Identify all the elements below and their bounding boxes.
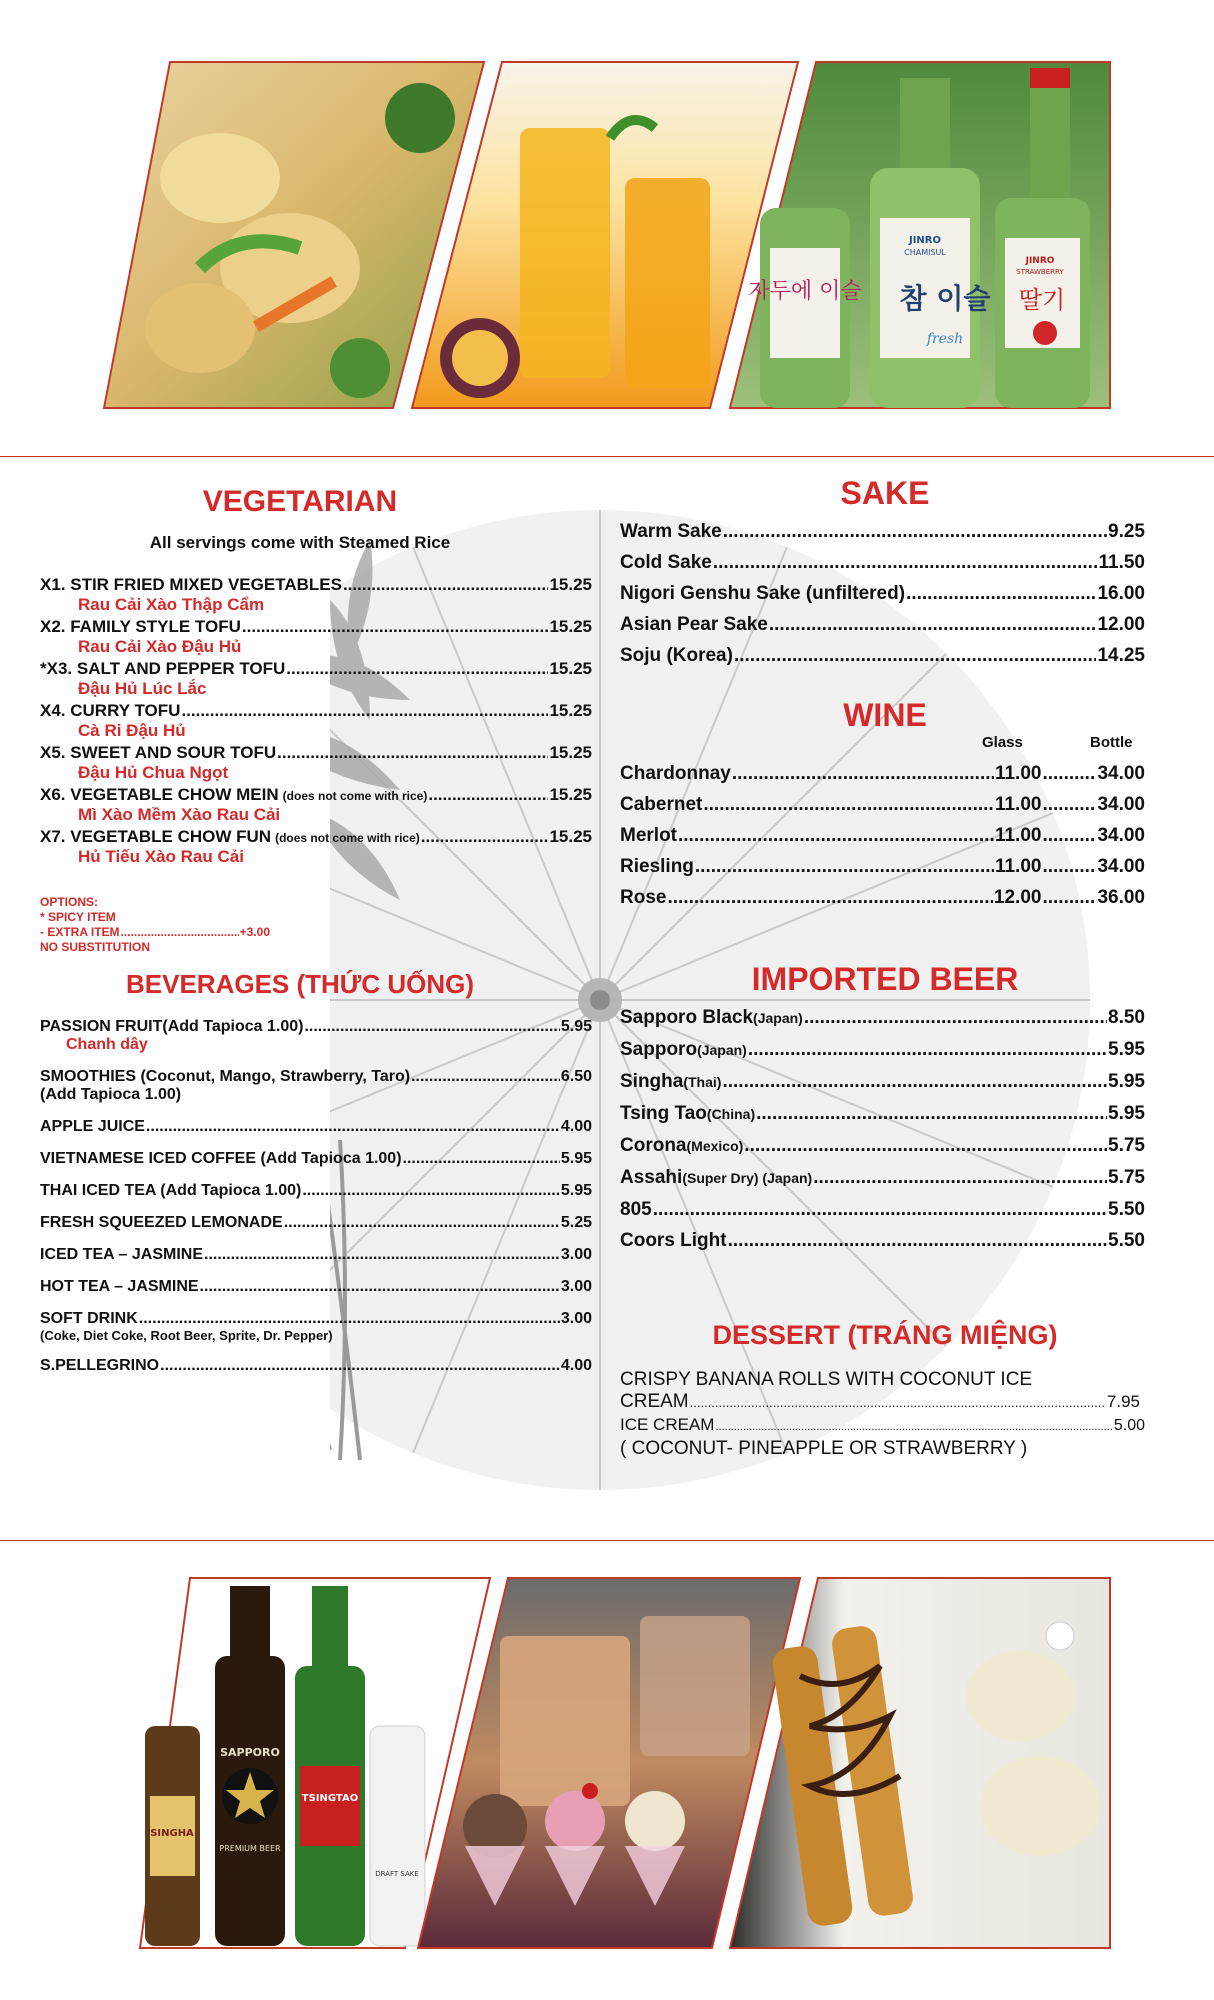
top-photos-svg [0,58,1214,418]
beer-item [620,1034,1145,1066]
beverage-price: 3.00 [560,1278,592,1295]
beer-origin: (Japan) [753,1010,803,1026]
vegetarian-title: VEGETARIAN [202,485,398,518]
chamisul-label: CHAMISUL [904,248,946,257]
top-divider [0,456,1214,457]
beverage-price: 5.95 [560,1018,592,1035]
vegetarian-item [40,785,592,805]
dessert-block [620,1369,1145,1460]
draft-sake-label: DRAFT SAKE [375,1870,419,1878]
beer-price: 5.50 [1108,1199,1145,1220]
beverage-name: ICED TEA – JASMINE [40,1246,203,1263]
dessert-row1 [620,1391,1140,1414]
beverage-price: 5.95 [560,1150,592,1167]
beverage-row [40,1357,592,1375]
wine-title: WINE [843,697,927,733]
beverage-item [40,1150,592,1168]
beer-item [620,1225,1145,1256]
sake-price: 11.50 [1098,552,1145,573]
wine-bottle-price: 34.00 [1097,794,1145,815]
tsingtao-label: TSINGTAO [301,1793,359,1804]
beverage-price: 3.00 [560,1246,592,1263]
dessert-title: DESSERT (TRÁNG MIỆNG) [712,1320,1058,1350]
beverage-extra: (Add Tapioca 1.00) [40,1086,182,1103]
sake-item [620,578,1145,609]
beer-item [620,1002,1145,1034]
beer-origin: (Mexico) [686,1138,744,1154]
vegetarian-item-price: 15.25 [549,617,592,636]
vegetarian-item-price: 15.25 [549,575,592,594]
options-extra-row [40,925,270,940]
vegetarian-item [40,743,592,763]
left-column [40,475,600,1389]
vegetarian-item-price: 15.25 [549,701,592,720]
beer-name: Sapporo Black [620,1007,754,1028]
beverage-item [40,1310,592,1343]
vegetarian-item-name: X5. SWEET AND SOUR TOFU [40,743,277,762]
beverage-item [40,1182,592,1200]
vegetarian-item-price: 15.25 [549,785,592,804]
dessert-line4: ( COCONUT- PINEAPPLE OR STRAWBERRY ) [620,1438,1028,1459]
vegetarian-item-vietnamese: Rau Cải Xào Thập Cẩm [78,595,265,614]
beverage-price: 5.25 [560,1214,592,1231]
vegetarian-item-name: *X3. SALT AND PEPPER TOFU [40,659,286,678]
dessert-price1: 7.95 [1106,1392,1140,1411]
wine-name: Merlot [620,825,677,846]
beverage-price: 5.95 [560,1182,592,1199]
beer-list [620,1002,1145,1256]
wine-bottle-price: 34.00 [1097,825,1145,846]
sake-name: Warm Sake [620,521,722,542]
beverage-price: 6.50 [560,1068,592,1085]
beverage-name: VIETNAMESE ICED COFFEE (Add Tapioca 1.00) [40,1150,402,1167]
soju-label-strawberry-korean: 딸기 [1018,286,1066,314]
wine-bottle-header: Bottle [1090,734,1133,751]
sake-list [620,516,1145,671]
beverage-price: 4.00 [560,1357,592,1374]
wine-glass-price: 11.00 [994,825,1042,846]
beer-price: 5.95 [1108,1103,1145,1124]
options-no-substitution: NO SUBSTITUTION [40,940,150,954]
beverage-price: 3.00 [560,1310,592,1327]
wine-list [620,758,1145,913]
sake-name: Cold Sake [620,552,712,573]
vegetarian-item-note: (does not come with rice) [275,831,420,845]
top-photo-strip [0,58,1214,438]
sapporo-label: SAPPORO [220,1746,280,1759]
beverage-item [40,1018,592,1054]
wine-name: Chardonnay [620,763,731,784]
sake-title: SAKE [840,475,930,511]
wine-column-headers [620,734,1150,752]
sake-price: 9.25 [1108,521,1145,542]
sake-item [620,609,1145,640]
beverage-name: SMOOTHIES (Coconut, Mango, Strawberry, Taro) [40,1068,411,1085]
dessert-line2: CREAM [620,1391,689,1412]
beer-name: Coors Light [620,1230,727,1251]
wine-glass-price: 11.00 [994,856,1042,877]
wine-item [620,882,1145,913]
sake-price: 14.25 [1097,645,1145,666]
options-block [40,895,600,955]
soju-label-fresh-korean: 참 이슬 [899,282,991,315]
bottom-photo-strip [0,1576,1214,1976]
beer-price: 5.95 [1108,1071,1145,1092]
wine-glass-price: 11.00 [994,794,1042,815]
vegetarian-item-vietnamese: Mì Xào Mềm Xào Rau Cải [78,805,281,824]
beer-title: IMPORTED BEER [751,961,1019,997]
beer-origin: (China) [706,1106,756,1122]
sake-price: 12.00 [1097,614,1145,635]
beverage-name: S.PELLEGRINO [40,1357,160,1374]
vegetarian-item [40,827,592,847]
beer-item [620,1194,1145,1225]
beverage-name: THAI ICED TEA (Add Tapioca 1.00) [40,1182,302,1199]
beer-name: Assahi [620,1167,683,1188]
vegetarian-item-name: X2. FAMILY STYLE TOFU [40,617,241,636]
beer-name: Tsing Tao [620,1103,707,1124]
beverages-title: BEVERAGES (THỨC UỐNG) [125,969,475,999]
beverage-row [40,1118,592,1136]
beverage-name: APPLE JUICE [40,1118,145,1135]
wine-item [620,851,1145,882]
beverage-row [40,1182,592,1200]
options-title: OPTIONS: [40,895,99,909]
beer-item [620,1162,1145,1194]
wine-name: Riesling [620,856,694,877]
vegetarian-item-vietnamese: Hủ Tiếu Xào Rau Cải [78,847,244,866]
vegetarian-item-name: X6. VEGETABLE CHOW MEIN [40,785,279,804]
jinro-label-right: JINRO [1025,256,1055,266]
beverage-row [40,1246,592,1264]
wine-item [620,820,1145,851]
vegetarian-item-price: 15.25 [549,827,592,846]
singha-label: SINGHA [150,1828,194,1839]
vegetarian-subtitle: All servings come with Steamed Rice [149,533,451,552]
strawberry-label: STRAWBERRY [1016,268,1064,276]
vegetarian-item-price: 15.25 [549,743,592,762]
right-column [620,475,1150,1460]
vegetarian-item [40,701,592,721]
dessert-price2: 5.00 [1113,1417,1145,1434]
sake-item [620,516,1145,547]
beer-price: 8.50 [1108,1007,1145,1028]
beer-name: Singha [620,1071,684,1092]
beverage-item [40,1278,592,1296]
beverage-row [40,1068,592,1086]
beer-name: Corona [620,1135,687,1156]
bottom-divider [0,1540,1214,1541]
beverage-item [40,1357,592,1375]
beer-price: 5.75 [1108,1167,1145,1188]
wine-name: Cabernet [620,794,703,815]
soju-bottles-photo [730,62,1110,408]
beverage-price: 4.00 [560,1118,592,1135]
options-extra-price: +3.00 [239,925,270,939]
beer-price: 5.95 [1108,1039,1145,1060]
beverage-name: FRESH SQUEEZED LEMONADE [40,1214,283,1231]
wine-glass-header: Glass [982,734,1023,751]
beverage-name: PASSION FRUIT(Add Tapioca 1.00) [40,1018,304,1035]
beverage-row [40,1214,592,1232]
vegetarian-item-vietnamese: Đậu Hủ Chua Ngọt [78,763,229,782]
soju-label-plum: 자두에 이슬 [748,279,862,304]
beer-item [620,1098,1145,1130]
vegetarian-item-name: X1. STIR FRIED MIXED VEGETABLES [40,575,342,594]
beer-price: 5.50 [1108,1230,1145,1251]
beverage-vietnamese: Chanh dây [66,1036,148,1053]
jinro-label-center: JINRO [908,235,942,246]
options-extra-label: - EXTRA ITEM [40,925,120,939]
dessert-line3: ICE CREAM [620,1415,715,1434]
premium-beer-label: PREMIUM BEER [219,1844,281,1853]
sake-name: Nigori Genshu Sake (unfiltered) [620,583,906,604]
sake-name: Asian Pear Sake [620,614,768,635]
beer-item [620,1066,1145,1098]
beverage-name: SOFT DRINK [40,1310,138,1327]
beer-name: Sapporo [620,1039,698,1060]
beer-origin: (Super Dry) (Japan) [682,1170,813,1186]
beverage-row [40,1278,592,1296]
vegetarian-item-vietnamese: Cà Ri Đậu Hủ [78,721,186,740]
beverage-item [40,1068,592,1104]
beer-origin: (Japan) [697,1042,747,1058]
wine-glass-price: 12.00 [993,887,1042,908]
beverage-extra: (Coke, Diet Coke, Root Beer, Sprite, Dr. Pepper) [40,1328,333,1343]
beer-name: 805 [620,1199,652,1220]
vegetarian-item-name: X4. CURRY TOFU [40,701,181,720]
vegetarian-item-price: 15.25 [549,659,592,678]
sake-price: 16.00 [1097,583,1145,604]
vegetarian-item [40,617,592,637]
vegetarian-item-vietnamese: Rau Cải Xào Đậu Hủ [78,637,242,656]
beverage-name: HOT TEA – JASMINE [40,1278,199,1295]
beer-origin: (Thai) [683,1074,722,1090]
beverage-item [40,1246,592,1264]
wine-item [620,789,1145,820]
sake-item [620,640,1145,671]
wine-bottle-price: 34.00 [1097,763,1145,784]
wine-name: Rose [620,887,667,908]
vegetarian-item-note: (does not come with rice) [282,789,428,803]
wine-bottle-price: 34.00 [1097,856,1145,877]
beverages-list [40,1018,592,1375]
wine-glass-price: 11.00 [994,763,1042,784]
vegetarian-item-vietnamese: Đậu Hủ Lúc Lắc [78,679,207,698]
beer-item [620,1130,1145,1162]
bottom-photos-svg [0,1576,1214,1976]
beverage-row [40,1310,592,1328]
dessert-line1: CRISPY BANANA ROLLS WITH COCONUT ICE [620,1369,1033,1390]
beverage-row [40,1150,592,1168]
sake-item [620,547,1145,578]
wine-item [620,758,1145,789]
beverage-item [40,1118,592,1136]
sake-name: Soju (Korea) [620,645,733,666]
vegetarian-item-name: X7. VEGETABLE CHOW FUN [40,827,272,846]
vegetarian-item [40,575,592,595]
beer-price: 5.75 [1108,1135,1145,1156]
vegetarian-list [40,575,592,867]
options-spicy: * SPICY ITEM [40,910,116,924]
dessert-row2 [620,1414,1145,1438]
beverage-item [40,1214,592,1232]
beverage-row [40,1018,592,1036]
fresh-label: fresh [926,331,964,347]
vegetarian-item [40,659,592,679]
wine-bottle-price: 36.00 [1097,887,1145,908]
